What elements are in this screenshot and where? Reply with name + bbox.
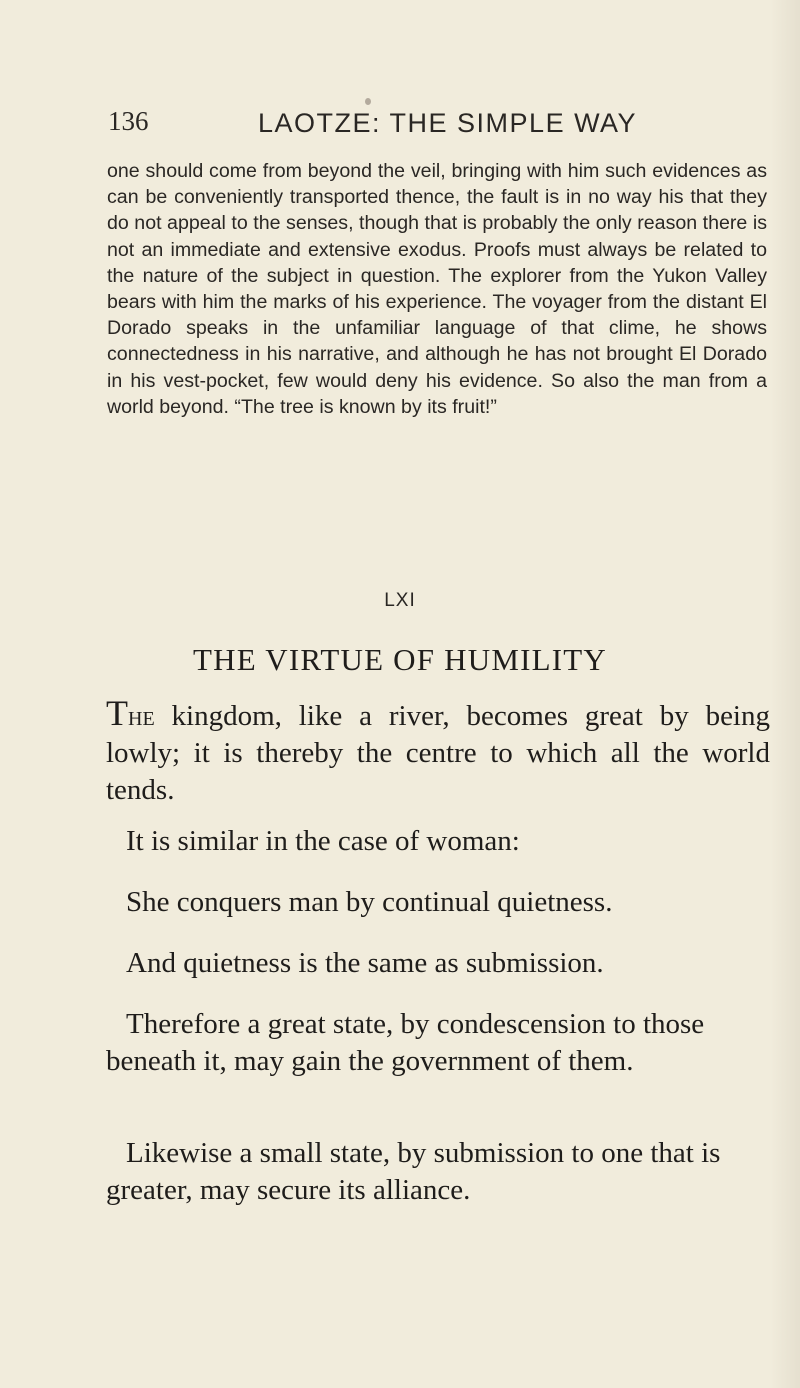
running-head: LAOTZE: THE SIMPLE WAY <box>258 108 638 138</box>
verse-1 <box>106 695 770 809</box>
page-number: 136 <box>108 106 149 136</box>
verse-6: Likewise a small state, by submission to one that is greater, may secure its alliance. <box>106 1137 721 1206</box>
verse-1-text: kingdom, like a river, becomes great by being lowly; it is thereby the centre to which all the world tends. <box>106 700 770 806</box>
verse-1-smallcaps: he <box>128 700 155 732</box>
verse-4: And quietness is the same as submission. <box>126 947 604 979</box>
preceding-prose <box>107 158 767 420</box>
chapter-number: LXI <box>384 590 416 611</box>
verse-2: It is similar in the case of woman: <box>126 825 520 857</box>
verse-1-initial: T <box>106 693 128 733</box>
ink-speck <box>365 98 371 105</box>
prose-paragraph: one should come from beyond the veil, bringing with him such evidences as can be conveniently transported thence, the fault is in no way his that they do not appeal to the senses, though that is probably the only reason there is not an immediate and extensive exodus. Proofs must always be related to the nature of the subject in question. The explorer from the Yukon Valley bears with him the marks of his experience. The voyager from the distant El Dorado speaks in the unfamiliar language of that clime, he shows connectedness in his narrative, and although he has not brought El Dorado in his vest-pocket, few would deny his evidence. So also the man from a world beyond. “The tree is known by its fruit!” <box>107 160 767 418</box>
verse-5: Therefore a great state, by condescension to those beneath it, may gain the government of them. <box>106 1008 705 1077</box>
verse-3: She conquers man by continual quietness. <box>126 886 613 918</box>
chapter-title: THE VIRTUE OF HUMILITY <box>192 642 607 677</box>
